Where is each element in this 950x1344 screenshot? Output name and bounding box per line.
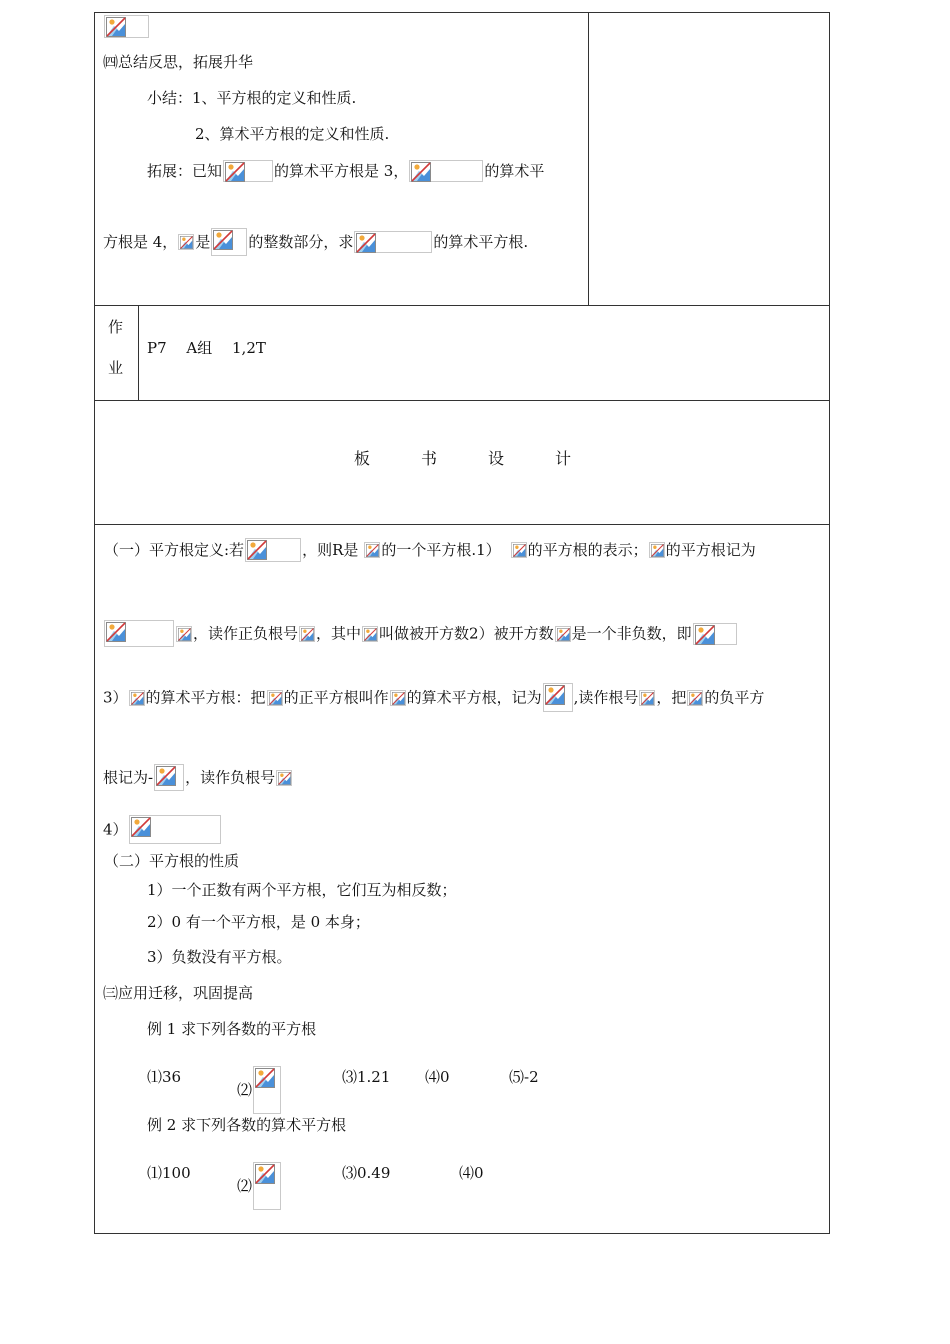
extension-text: 的算术平方根. [433, 233, 529, 251]
board-design-char: 书 [421, 449, 438, 468]
example-1-item: ⑸-2 [509, 1068, 539, 1086]
board-text: 的正平方根叫作 [283, 688, 389, 707]
example-1-item: ⑶1.21 [342, 1068, 391, 1086]
column-divider [588, 12, 589, 306]
formula-image-icon [299, 626, 315, 642]
formula-image-icon [511, 542, 527, 558]
formula-image-icon [104, 620, 174, 647]
board-text: 的平方根的表示； [527, 541, 648, 559]
example-2-item [237, 1162, 282, 1210]
property-3: 3）负数没有平方根。 [147, 948, 292, 966]
board-arith-root-line [103, 683, 764, 712]
column-divider [138, 305, 139, 400]
homework-content: P7 A组 1,2T [147, 339, 266, 357]
formula-image-icon [267, 690, 283, 706]
board-design-char: 设 [488, 449, 505, 468]
formula-image-icon [649, 542, 665, 558]
board-text: ，把 [656, 688, 687, 707]
extension-text: 方根是 4， [103, 233, 178, 251]
extension-line-1 [147, 159, 544, 182]
board-text: ,读作根号 [573, 688, 639, 707]
formula-image-icon [253, 1162, 281, 1210]
example-item-label: ⑵ [237, 1081, 253, 1099]
board-text: 叫做被开方数2）被开方数 [379, 624, 554, 643]
extension-text: 的算术平方根是 3， [274, 162, 409, 180]
formula-image-icon [362, 626, 378, 642]
example-1-item: ⑷0 [425, 1068, 450, 1086]
formula-image-icon [276, 770, 292, 786]
board-text: （一）平方根定义:若 [104, 541, 245, 559]
board-text: 4） [103, 820, 128, 839]
extension-text: 是 [195, 233, 211, 251]
formula-line [103, 14, 150, 38]
formula-image-icon [129, 690, 145, 706]
board-text: ，则R是 [302, 541, 359, 559]
example-2-item: ⑷0 [459, 1164, 484, 1182]
homework-label-char: 业 [108, 359, 124, 377]
summary-heading: ㈣总结反思，拓展升华 [103, 53, 254, 71]
properties-heading: （二）平方根的性质 [104, 852, 240, 870]
example-1-item [237, 1066, 282, 1114]
board-text: ，读作负根号 [185, 768, 276, 787]
example-1-item: ⑴36 [147, 1068, 182, 1086]
formula-image-icon [176, 626, 192, 642]
formula-image-icon [104, 15, 149, 38]
formula-image-icon [390, 690, 406, 706]
summary-line-2: 2、算术平方根的定义和性质. [195, 125, 390, 143]
board-neg-root-line [103, 764, 293, 791]
example-2-title: 例 2 求下列各数的算术平方根 [147, 1116, 347, 1134]
board-text: 的算术平方根，记为 [406, 688, 542, 707]
formula-image-icon [154, 764, 184, 791]
extension-text: 的算术平 [484, 162, 545, 180]
formula-image-icon [543, 683, 573, 712]
homework-label-char: 作 [108, 318, 124, 336]
board-text: 的一个平方根.1） [381, 541, 501, 559]
formula-image-icon [409, 160, 483, 182]
board-text: 根记为- [103, 768, 154, 787]
extension-text: 的整数部分，求 [248, 233, 354, 251]
example-item-label: ⑵ [237, 1177, 253, 1195]
formula-image-icon [687, 690, 703, 706]
board-text: 的平方根记为 [665, 541, 756, 559]
extension-line-2 [103, 228, 528, 256]
formula-image-icon [211, 228, 247, 256]
formula-image-icon [639, 690, 655, 706]
formula-image-icon [555, 626, 571, 642]
formula-image-icon [253, 1066, 281, 1114]
row-divider [94, 305, 830, 306]
example-2-item: ⑴100 [147, 1164, 191, 1182]
formula-image-icon [129, 815, 221, 844]
formula-image-icon [364, 542, 380, 558]
formula-image-icon [178, 234, 194, 250]
extension-text: 拓展：已知 [147, 162, 223, 180]
board-text: 3） [103, 688, 128, 707]
formula-image-icon [354, 231, 432, 253]
board-text: ，读作正负根号 [193, 624, 299, 643]
board-text: 的算术平方根：把 [145, 688, 266, 707]
board-item-4 [103, 815, 222, 844]
board-design-char: 板 [354, 449, 371, 468]
example-1-title: 例 1 求下列各数的平方根 [147, 1020, 317, 1038]
board-design-char: 计 [555, 449, 572, 468]
row-divider [94, 524, 830, 525]
formula-image-icon [223, 160, 273, 182]
formula-image-icon [245, 538, 301, 562]
summary-line-1: 小结：1、平方根的定义和性质. [147, 89, 357, 107]
row-divider [94, 400, 830, 401]
application-heading: ㈢应用迁移，巩固提高 [103, 984, 254, 1002]
board-text: 的负平方 [704, 688, 765, 707]
board-definition-line-1 [104, 538, 756, 562]
property-2: 2）0 有一个平方根，是 0 本身； [147, 913, 370, 931]
board-definition-line-2 [103, 620, 738, 647]
property-1: 1）一个正数有两个平方根，它们互为相反数； [147, 881, 457, 899]
formula-image-icon [693, 623, 737, 645]
example-2-item: ⑶0.49 [342, 1164, 391, 1182]
board-text: 是一个非负数，即 [571, 624, 692, 643]
board-text: ，其中 [316, 624, 362, 643]
